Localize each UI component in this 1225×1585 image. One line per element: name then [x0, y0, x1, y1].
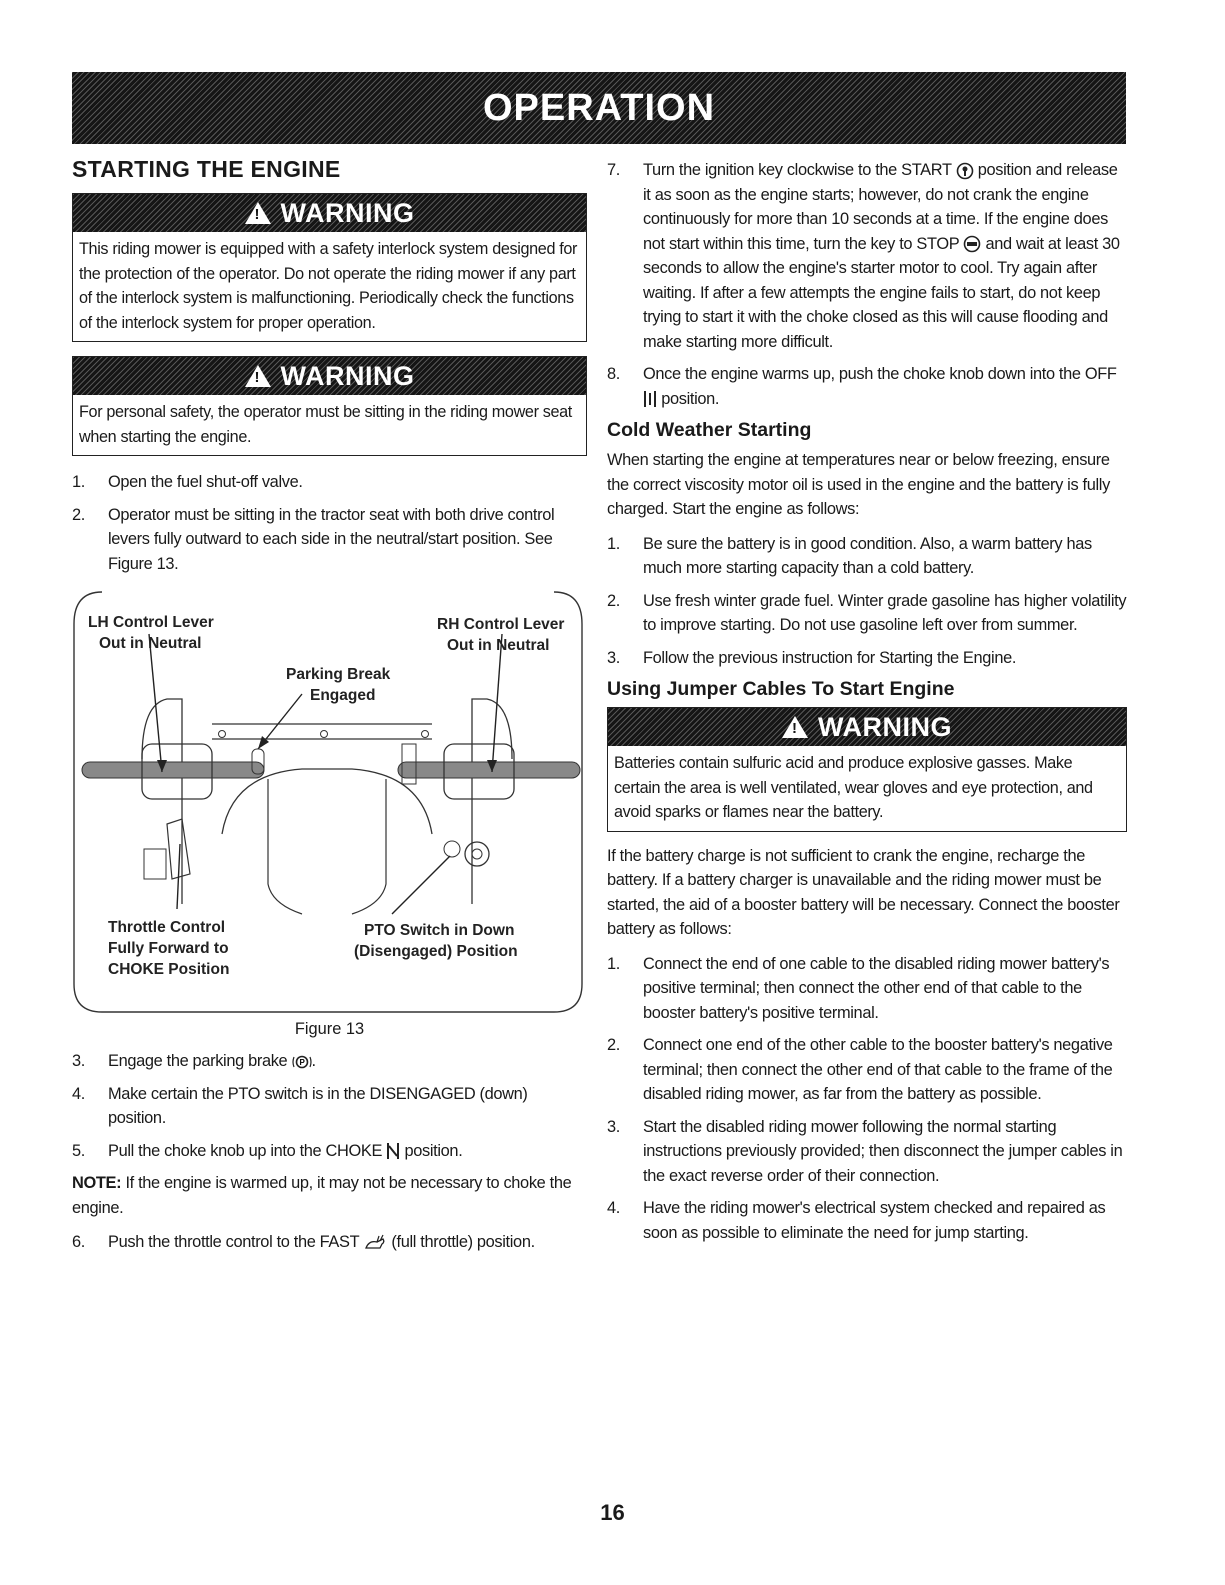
label-parking-brake: Parking Break: [286, 666, 391, 683]
choke-icon: [386, 1142, 400, 1160]
list-item: 2. Operator must be sitting in the tractor seat with both drive control levers fully outward to each side in the neutral/start position. See Figure 13.: [72, 505, 555, 573]
warning-header: [73, 194, 586, 232]
choke-off-icon: [643, 390, 657, 408]
label-choke-position: CHOKE Position: [108, 961, 230, 978]
page-number: 16: [600, 1500, 625, 1525]
cold-weather-intro: When starting the engine at temperatures near or below freezing, ensure the correct viscosity motor oil is used in the engine and the battery is fully charged. Start the engine as follows:: [607, 451, 1110, 518]
left-column: [72, 150, 587, 1263]
warning-box-interlock: [72, 193, 587, 342]
operation-banner: [72, 72, 1126, 144]
warning-text: For personal safety, the operator must be sitting in the riding mower seat when starting the engine.: [79, 403, 572, 446]
label-throttle-fwd: Fully Forward to: [108, 940, 229, 957]
warning-title: WARNING: [280, 197, 415, 228]
key-stop-icon: [963, 235, 981, 253]
list-item: 1. Be sure the battery is in good condition. Also, a warm battery has much more starting capacity than a cold battery.: [607, 534, 1092, 577]
jumper-steps: [607, 952, 1127, 1246]
warning-text: Batteries contain sulfuric acid and produce explosive gasses. Make certain the area is well ventilated, wear gloves and eye protection, and avoid sparks or flames near the battery.: [614, 754, 1093, 821]
parking-brake-icon: [292, 1055, 312, 1069]
list-item: 3. Start the disabled riding mower following the normal starting instructions previously provided; then disconnect the jumper cables in the exact reverse order of their connection.: [607, 1117, 1123, 1185]
warning-text: This riding mower is equipped with a safety interlock system designed for the protection of the operator. Do not operate the riding mower if any part of the interlock system is malfunctioning. Periodically check the functions of the interlock system for proper operation.: [79, 240, 578, 332]
list-item: 2. Connect one end of the other cable to the booster battery's negative terminal; then connect the other end of that cable to the frame of the disabled riding mower, as far from the battery as possible.: [607, 1036, 1113, 1103]
right-column: [607, 158, 1127, 1253]
label-throttle: Throttle Control: [108, 919, 226, 936]
list-item: 4. Have the riding mower's electrical system checked and repaired as soon as possible to eliminate the need for jump starting.: [607, 1199, 1106, 1242]
subheading-jumper-cables: Using Jumper Cables To Start Engine: [607, 678, 955, 700]
warning-triangle-icon: [245, 365, 271, 387]
list-item: 4. Make certain the PTO switch is in the DISENGAGED (down) position.: [72, 1084, 528, 1127]
warning-header: [608, 708, 1126, 746]
rabbit-fast-icon: [363, 1234, 387, 1252]
svg-text:P: P: [299, 1057, 305, 1067]
list-item: 3. Engage the parking brake P .: [72, 1052, 316, 1070]
list-item: 7. Turn the ignition key clockwise to the START position and release it as soon as the engine starts; however, do not crank the engine continuously for more than 10 seconds at a time. If the engine does not start within this time, turn the key to STOP and wait at least 30 seconds to allow the engine's starter motor to cool. Try again after waiting. If after a few attempts the engine fails to start, do not keep trying to start it with the choke closed as this will cause flooding and make starting more difficult.: [607, 161, 1120, 351]
label-rh-neutral: Out in Neutral: [447, 637, 550, 654]
key-start-icon: [956, 162, 974, 180]
list-item: 6. Push the throttle control to the FAST (full throttle) position.: [72, 1233, 535, 1251]
warning-box-seat: [72, 356, 587, 456]
label-pto-switch: PTO Switch in Down: [364, 922, 515, 939]
label-engaged: Engaged: [310, 687, 376, 704]
list-item: 3. Follow the previous instruction for Starting the Engine.: [607, 648, 1017, 667]
warning-title: WARNING: [818, 711, 952, 742]
list-item: 5. Pull the choke knob up into the CHOKE position.: [72, 1141, 463, 1160]
figure-caption: Figure 13: [294, 1020, 365, 1038]
list-item: 1. Open the fuel shut-off valve.: [72, 473, 303, 491]
warning-box-battery: [607, 707, 1127, 832]
list-item: 2. Use fresh winter grade fuel. Winter grade gasoline has higher volatility to improve starting. Do not use gasoline left over from summer.: [607, 591, 1127, 634]
steps-list-b: [72, 1049, 587, 1163]
figure-13-controls-diagram: [72, 584, 584, 1014]
list-item: 8. Once the engine warms up, push the choke knob down into the OFF position.: [607, 365, 1117, 408]
banner-title: OPERATION: [482, 86, 716, 129]
warning-header: [73, 357, 586, 395]
jumper-intro: If the battery charge is not sufficient to crank the engine, recharge the battery. If a battery charger is unavailable and the riding mower must be started, the aid of a booster battery will be necessary. Connect the booster battery as follows:: [607, 846, 1120, 938]
warning-title: WARNING: [280, 360, 415, 391]
steps-list-c: [72, 1230, 587, 1255]
steps-list-7-8: [607, 158, 1127, 411]
label-rh-lever: RH Control Lever: [437, 616, 565, 633]
label-lh-lever: LH Control Lever: [88, 614, 214, 631]
cold-weather-steps: [607, 532, 1127, 671]
list-item: 1. Connect the end of one cable to the disabled riding mower battery's positive terminal; then connect the other end of that cable to the booster battery's positive terminal.: [607, 954, 1110, 1022]
label-pto-disengaged: (Disengaged) Position: [354, 943, 518, 960]
warning-triangle-icon: [782, 716, 808, 738]
steps-list-a: [72, 470, 587, 576]
note-paragraph: NOTE: If the engine is warmed up, it may not be necessary to choke the engine.: [72, 1174, 572, 1217]
subheading-cold-weather: Cold Weather Starting: [607, 419, 812, 441]
section-heading-starting-engine: STARTING THE ENGINE: [72, 156, 341, 182]
label-lh-neutral: Out in Neutral: [99, 635, 202, 652]
warning-triangle-icon: [245, 202, 271, 224]
